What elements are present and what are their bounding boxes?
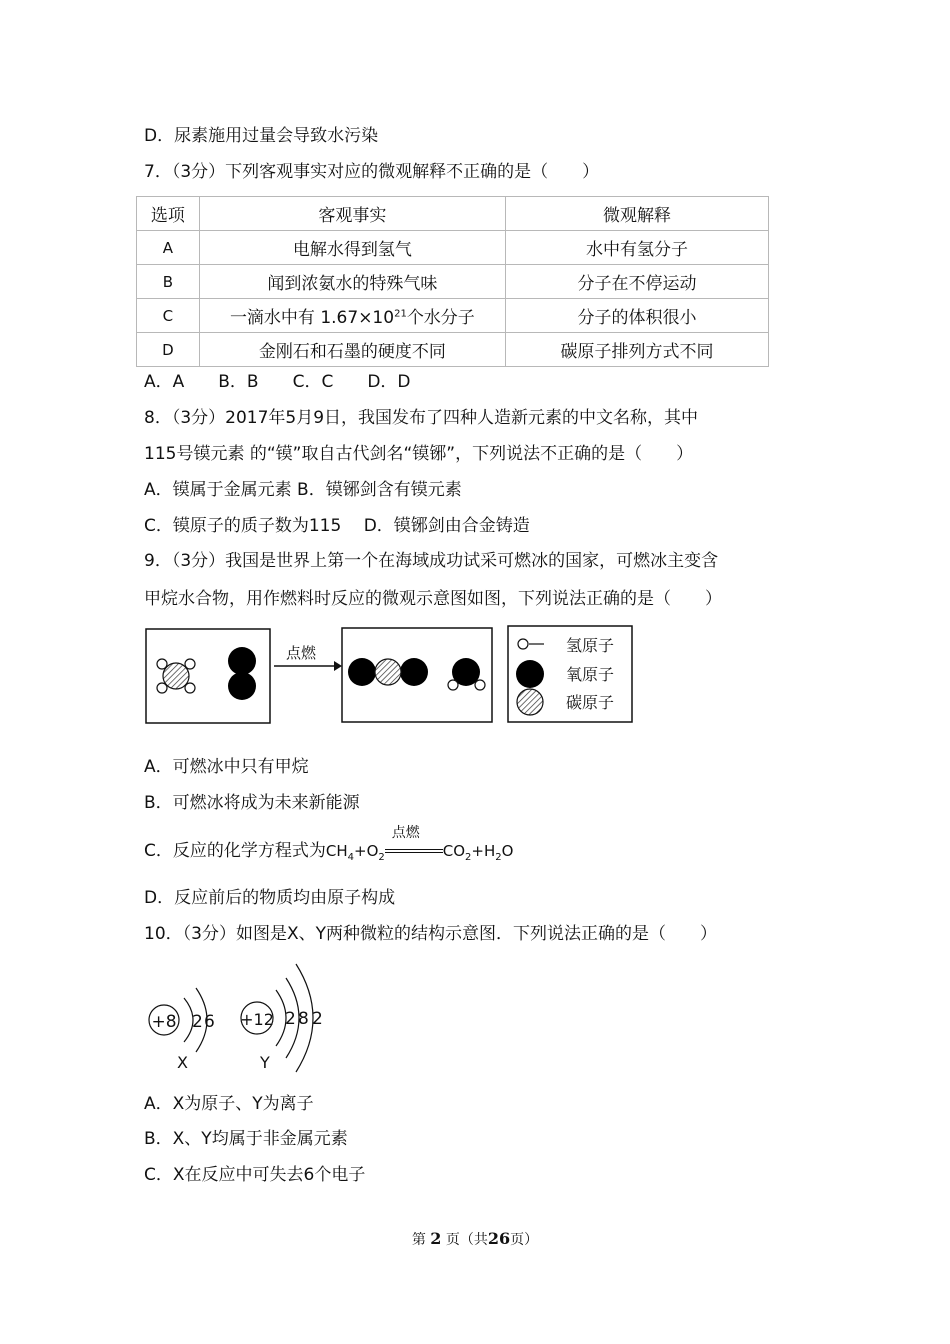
carbon-dioxide-molecule (348, 658, 428, 686)
equation-sign (385, 825, 443, 862)
header-explain: 微观解释 (505, 197, 768, 231)
equation-products: $CO_2+H_2O$ (442, 842, 514, 863)
q9-line1: 9．（3分）我国是世界上第一个在海域成功试采可燃冰的国家，可燃冰主变含 (144, 551, 719, 571)
reaction-diagram (144, 624, 636, 726)
footer-middle: 页（共 (445, 1232, 488, 1248)
equals-line (385, 849, 443, 850)
table-row (137, 231, 769, 265)
q8-options-ab: A．镆属于金属元素 B．镆铘剑含有镆元素 (144, 480, 462, 500)
legend-hydrogen-label: 氢原子 (566, 636, 615, 655)
table-row (137, 333, 769, 367)
page-footer (0, 1229, 950, 1249)
q9-option-d: D．反应前后的物质均由原子构成 (144, 888, 396, 908)
footer-prefix: 第 (411, 1232, 426, 1248)
q9-option-a: A．可燃冰中只有甲烷 (144, 757, 309, 777)
q6-option-d: D．尿素施用过量会导致水污染 (144, 126, 379, 146)
x-label: X (177, 1053, 188, 1072)
row-option: A (137, 231, 200, 265)
q10-option-c: C．X在反应中可失去6个电子 (144, 1165, 366, 1185)
legend-carbon-label: 碳原子 (566, 693, 615, 712)
row-explain: 分子的体积很小 (505, 299, 768, 333)
q10-option-b: B．X、Y均属于非金属元素 (144, 1129, 348, 1149)
table-row (137, 265, 769, 299)
row-explain: 碳原子排列方式不同 (505, 333, 768, 367)
equation-reactants: $CH_4+O_2$ (325, 842, 385, 863)
methane-molecule (157, 659, 195, 693)
fact-text: 一滴水中有 1.67×10 (229, 308, 395, 328)
q8-line1: 8．（3分）2017年5月9日，我国发布了四种人造新元素的中文名称，其中 (144, 408, 699, 428)
q10-stem: 10．（3分）如图是X、Y两种微粒的结构示意图．下列说法正确的是（ ） (144, 924, 717, 944)
row-option: C (137, 299, 200, 333)
q9-line2: 甲烷水合物，用作燃料时反应的微观示意图如图，下列说法正确的是（ ） (144, 589, 722, 609)
row-fact (199, 299, 505, 333)
atomic-structure-diagram (144, 958, 344, 1078)
q7-stem: 7．（3分）下列客观事实对应的微观解释不正确的是（ ） (144, 162, 600, 182)
x-shell-2: 6 (204, 1012, 215, 1032)
header-option: 选项 (137, 197, 200, 231)
row-fact: 闻到浓氨水的特殊气味 (199, 265, 505, 299)
row-option: B (137, 265, 200, 299)
row-explain: 分子在不停运动 (505, 265, 768, 299)
particle-x (149, 988, 215, 1072)
q7-options: A．A B．B C．C D．D (144, 372, 411, 392)
q10-option-a: A．X为原子、Y为离子 (144, 1094, 314, 1114)
y-shell-1: 2 (285, 1009, 296, 1029)
row-option: D (137, 333, 200, 367)
particle-y (240, 964, 323, 1072)
fact-text-tail: 个水分子 (406, 308, 475, 328)
legend-carbon (517, 689, 614, 715)
y-nucleus: +12 (240, 1010, 274, 1029)
row-explain: 水中有氢分子 (505, 231, 768, 265)
legend-oxygen-label: 氧原子 (566, 665, 615, 684)
y-label: Y (260, 1053, 270, 1072)
y-shell-3: 2 (312, 1009, 323, 1029)
option-c-text: C．反应的化学方程式为 (144, 841, 326, 861)
x-nucleus: +8 (151, 1012, 177, 1032)
y-shell-2: 8 (298, 1009, 309, 1029)
total-pages: 26 (487, 1229, 511, 1248)
footer-suffix: 页） (510, 1232, 539, 1248)
q8-options-cd: C．镆原子的质子数为115 D．镆铘剑由合金铸造 (144, 516, 530, 536)
table-row (137, 299, 769, 333)
q9-option-c (144, 825, 514, 869)
fact-exponent: 21 (394, 308, 407, 320)
equals-line (385, 852, 443, 853)
q8-line2: 115号镆元素 的“镆”取自古代剑名“镆铘”，下列说法不正确的是（ ） (144, 444, 694, 464)
table-header-row (137, 197, 769, 231)
arrow-head (334, 661, 342, 671)
current-page: 2 (430, 1229, 442, 1248)
arrow-label: 点燃 (285, 644, 317, 662)
row-fact: 电解水得到氢气 (199, 231, 505, 265)
equation-condition: 点燃 (391, 825, 420, 841)
header-fact: 客观事实 (199, 197, 505, 231)
x-shell-1: 2 (192, 1012, 203, 1032)
row-fact: 金刚石和石墨的硬度不同 (199, 333, 505, 367)
q9-option-b: B．可燃冰将成为未来新能源 (144, 793, 360, 813)
q7-table (136, 196, 769, 367)
